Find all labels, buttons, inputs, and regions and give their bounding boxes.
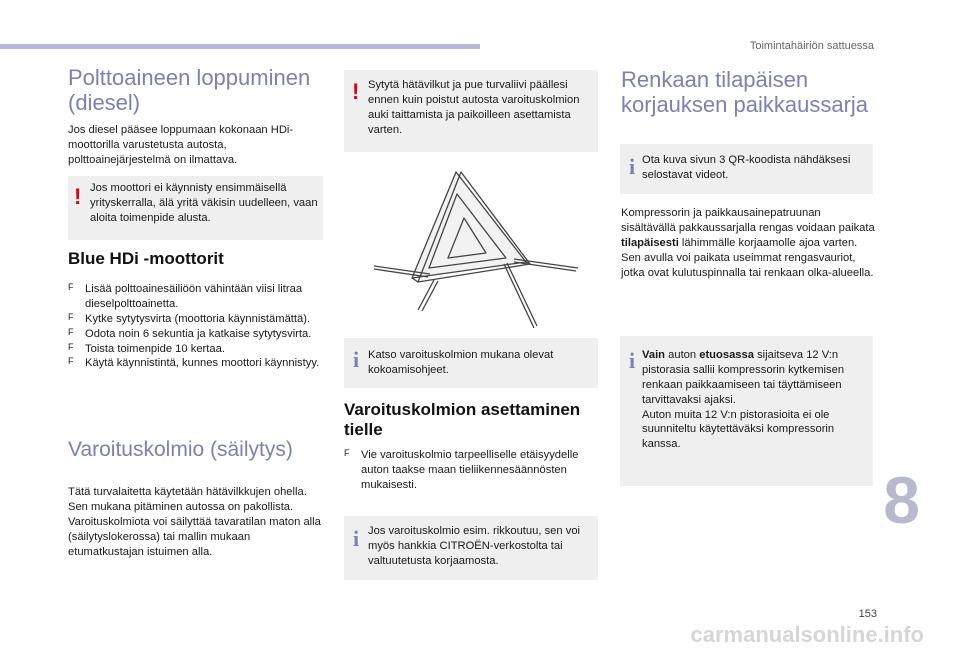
section-title-repair-kit: Renkaan tilapäisen korjauksen paikkaussarja	[621, 67, 869, 117]
warning-box-fuel	[68, 176, 323, 240]
info-text: Katso varoituskolmion mukana olevat kokoamisohjeet.	[368, 349, 554, 376]
bullet-icon: F	[68, 341, 74, 352]
chapter-number: 8	[883, 463, 920, 537]
watermark: carmanualsonline.info	[690, 622, 924, 647]
warning-text: Jos moottori ei käynnisty ensimmäisellä yrityskerralla, älä yritä väkisin uudelleen, vaan aloita toimenpide alusta.	[90, 182, 318, 224]
info-icon: i	[629, 348, 636, 373]
info-text: Vain auton etuosassa sijaitseva 12 V:n pistorasia sallii kompressorin kytkemisen renkaan paikkaamiseen tai täyttämiseen tarvittavaksi ajaksi. Auton muita 12 V:n pistorasioita ei ole suunniteltu käytettäväksi kompressorin kanssa.	[642, 349, 845, 451]
fuel-intro-text: Jos diesel pääsee loppumaan kokonaan HDi-moottorilla varustetusta autosta, polttoainejärjestelmä on ilmattava.	[68, 124, 294, 166]
bullet-icon: F	[68, 282, 74, 292]
bullet-icon: F	[68, 356, 74, 367]
bullet-icon: F	[344, 448, 350, 458]
page-number: 153	[858, 608, 877, 620]
info-text: Jos varoituskolmio esim. rikkoutuu, sen voi myös hankkia CITROËN-verkostolta tai valtuutetusta korjaamosta.	[368, 525, 581, 567]
info-icon: i	[353, 347, 360, 372]
running-header: Toimintahäiriön sattuessa	[749, 40, 874, 52]
warning-box-hazard	[344, 70, 598, 152]
list-item: F Vie varoituskolmio tarpeelliselle etäisyydelle auton taakse maan tieliikennesäännösten mukaisesti.	[344, 448, 579, 491]
list-item: F Toista toimenpide 10 kertaa.	[68, 341, 225, 355]
info-box-qr	[620, 144, 873, 194]
info-box-socket	[620, 336, 873, 486]
bullet-icon: F	[68, 326, 74, 337]
list-item: F Kytke sytytysvirta (moottoria käynnistämättä).	[68, 311, 311, 325]
info-box-replacement	[344, 516, 598, 580]
section-title-placing: Varoituskolmion asettaminen tielle	[344, 400, 581, 440]
list-item: F Käytä käynnistintä, kunnes moottori käynnistyy.	[68, 356, 320, 370]
warning-icon: !	[352, 79, 360, 104]
bullet-icon: F	[68, 311, 74, 322]
info-text: Ota kuva sivun 3 QR-koodista nähdäksesi selostavat videot.	[642, 154, 851, 181]
top-accent-bar	[0, 44, 480, 49]
warning-triangle-illustration	[364, 160, 584, 335]
bluehdi-steps-list	[68, 282, 325, 371]
placing-steps-list	[344, 448, 602, 493]
list-item: F Lisää polttoainesäiliöön vähintään viisi litraa dieselpolttoainetta.	[68, 282, 303, 310]
warning-icon: !	[74, 184, 82, 209]
info-icon: i	[353, 526, 360, 551]
info-icon: i	[629, 154, 636, 179]
storage-text: Tätä turvalaitetta käytetään hätävilkkujen ohella. Sen mukana pitäminen autossa on pakollista. Varoituskolmiota voi säilyttää tavaratilan maton alla (säilytyslokerossa) tai mallin mukaan etumatkustajan istuimen alla.	[68, 486, 321, 558]
repair-kit-description: Kompressorin ja paikkausainepatruunan sisältävällä pakkaussarjalla rengas voidaan paikata tilapäisesti lähimmälle korjaamolle ajoa varten. Sen avulla voi paikata useimmat rengasvauriot, jotka ovat kulutuspinnalla tai renkaan olka-alueella.	[621, 207, 875, 279]
section-title-bluehdi: Blue HDi -moottorit	[68, 249, 224, 268]
section-title-storage: Varoituskolmio (säilytys)	[68, 438, 293, 461]
warning-text: Sytytä hätävilkut ja pue turvaliivi päällesi ennen kuin poistut autosta varoituskolmion auki taittamista ja paikoilleen asettamista varten.	[368, 79, 580, 136]
section-title-fuel: Polttoaineen loppuminen (diesel)	[68, 65, 311, 115]
info-box-assembly	[344, 338, 598, 388]
list-item: F Odota noin 6 sekuntia ja katkaise sytytysvirta.	[68, 326, 312, 340]
